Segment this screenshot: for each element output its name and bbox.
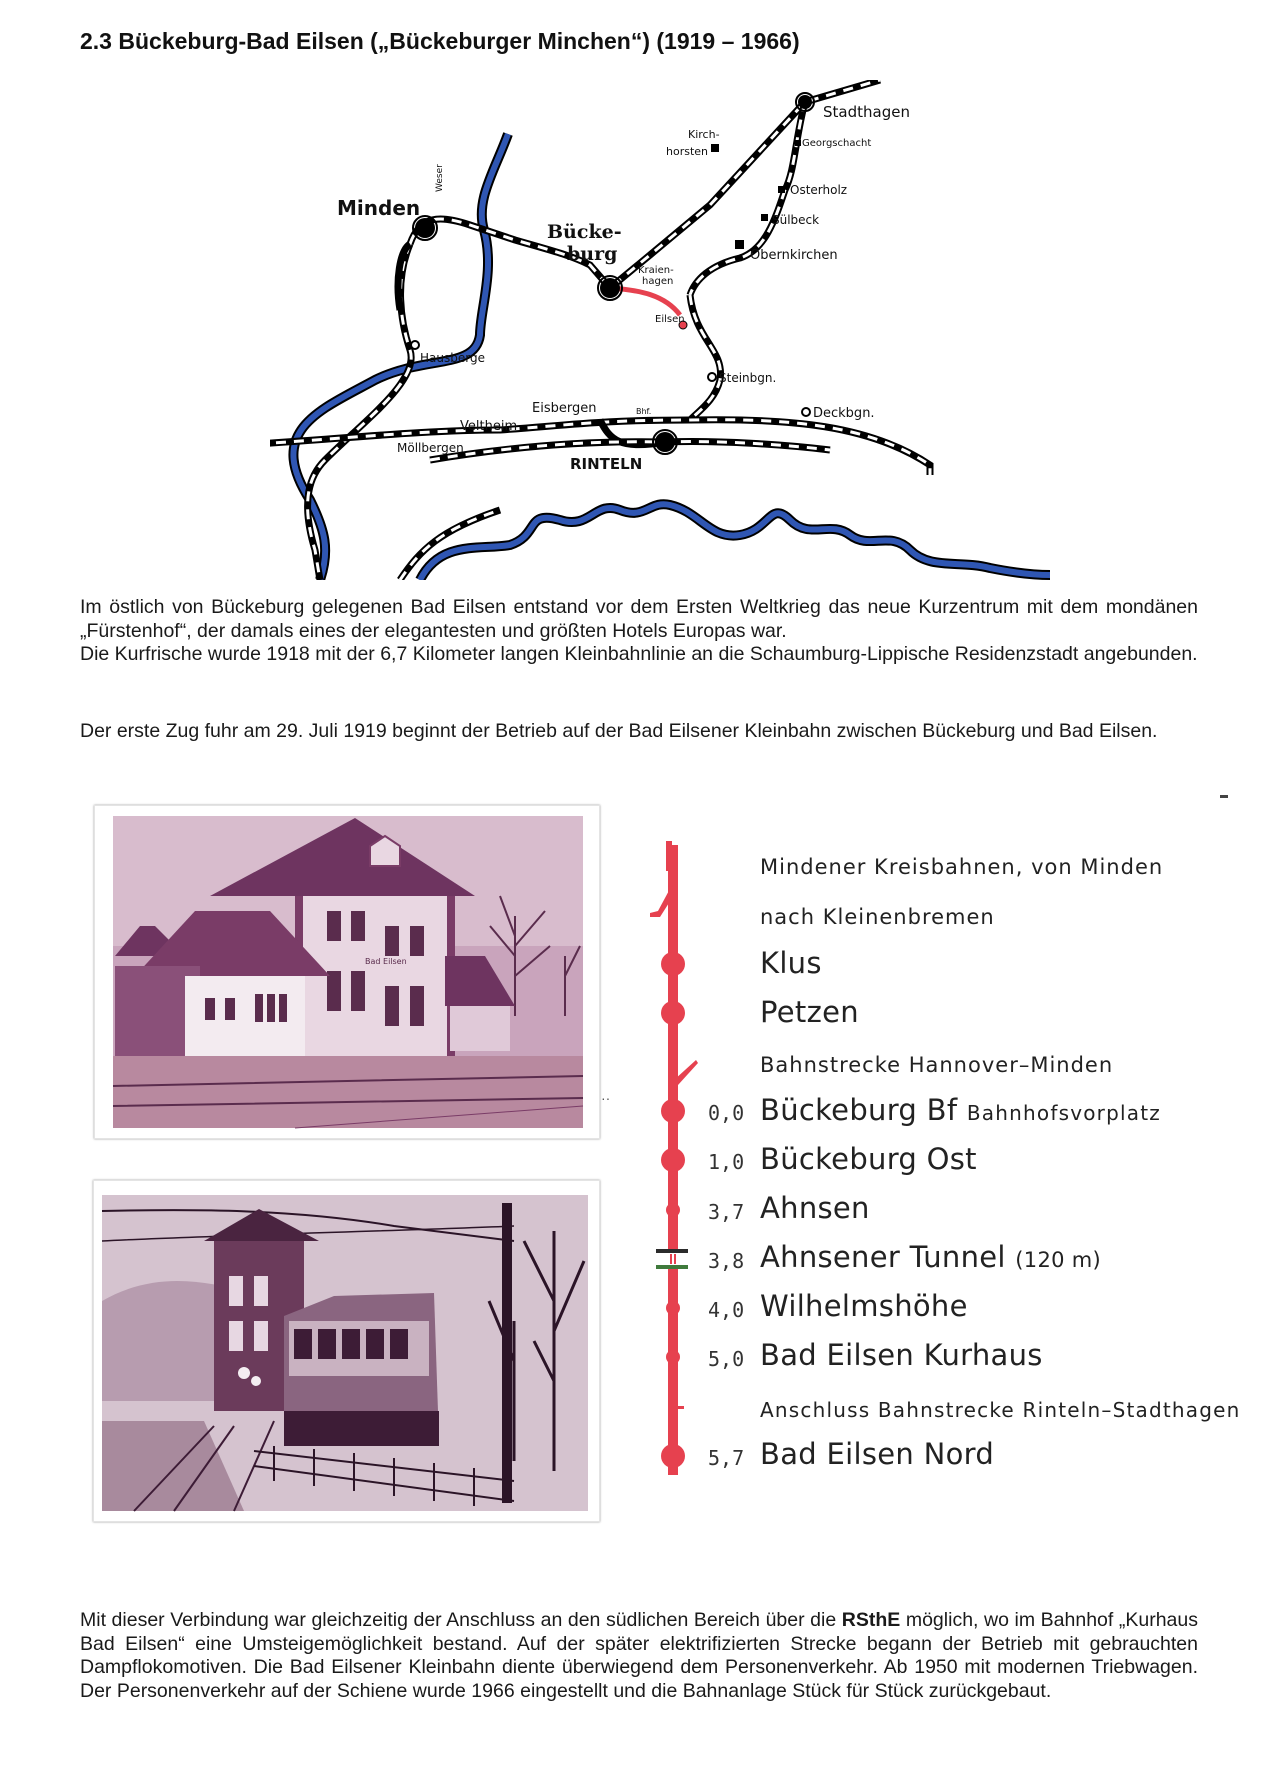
closing-text xyxy=(80,1609,1198,1703)
map-label-osterholz: Osterholz xyxy=(790,183,848,197)
station-km: 5,7 xyxy=(708,1446,745,1470)
railcar-photo xyxy=(93,1180,600,1522)
route-diagram xyxy=(650,835,1270,1475)
station-building-photo xyxy=(94,805,600,1139)
closing-text-a: Mit dieser Verbindung war gleichzeitig der Anschluss an den südlichen Bereich über die xyxy=(80,1609,842,1631)
station-name: Bückeburg Bf xyxy=(760,1093,958,1127)
station-bad-eilsen-kurhaus: Bad Eilsen Kurhaus xyxy=(760,1338,1043,1372)
station-km: 3,8 xyxy=(708,1249,745,1273)
station-km: 3,7 xyxy=(708,1200,745,1224)
map-label-bhf: Bhf. xyxy=(636,407,652,416)
map-label-bueckeburg-2: burg xyxy=(567,243,618,265)
map-label-deckbergen: Deckbgn. xyxy=(813,406,875,421)
station-km: 0,0 xyxy=(708,1101,745,1125)
map-label-obernkirchen: Obernkirchen xyxy=(750,248,838,263)
station-extra: Bahnhofsvorplatz xyxy=(966,1101,1161,1125)
map-label-kraienhagen-1: Kraien- xyxy=(638,265,674,276)
page-title: 2.3 Bückeburg-Bad Eilsen („Bückeburger Minchen“) (1919 – 1966) xyxy=(80,28,800,54)
map-label-minden: Minden xyxy=(337,196,421,220)
route-note-rinteln: Anschluss Bahnstrecke Rinteln–Stadthagen xyxy=(760,1398,1241,1422)
station-bad-eilsen-nord: Bad Eilsen Nord xyxy=(760,1437,995,1471)
map-stations xyxy=(411,93,814,454)
station-extra: (120 m) xyxy=(1015,1248,1101,1272)
first-train-text: Der erste Zug fuhr am 29. Juli 1919 beginnt der Betrieb auf der Bad Eilsener Kleinbahn zwischen Bückeburg und Bad Eilsen. xyxy=(80,720,1158,742)
closing-paragraph xyxy=(80,1609,1198,1703)
map-label-moellbergen: Möllbergen xyxy=(397,441,464,455)
map-label-kirchhorsten-2: horsten xyxy=(666,145,709,158)
station-sign-text: Bad Eilsen xyxy=(365,957,407,966)
decorative-dash xyxy=(1220,795,1228,798)
map-label-hausberge: Hausberge xyxy=(420,351,485,365)
station-bueckeburg-ost: Bückeburg Ost xyxy=(760,1142,977,1176)
railway-map xyxy=(270,80,1050,580)
station-bueckeburg-bf xyxy=(760,1093,1161,1127)
rsthe-abbreviation: RSthE xyxy=(841,1609,901,1631)
route-note-mindener-2: nach Kleinenbremen xyxy=(760,905,995,929)
map-label-rinteln: RINTELN xyxy=(570,455,643,473)
route-note-mindener-1: Mindener Kreisbahnen, von Minden xyxy=(760,855,1164,879)
intro-paragraph xyxy=(80,596,1198,667)
station-name: Ahnsener Tunnel xyxy=(760,1240,1006,1274)
station-klus: Klus xyxy=(760,946,822,980)
map-label-eilsen: Eilsen xyxy=(655,314,685,325)
station-ahnsen: Ahnsen xyxy=(760,1191,870,1225)
map-label-stadthagen: Stadthagen xyxy=(823,103,910,121)
intro-text-1: Im östlich von Bückeburg gelegenen Bad Eilsen entstand vor dem Ersten Weltkrieg das neue Kurzentrum mit dem mondänen „Fürstenhof“, der damals eines der elegantesten und größten Hotels Europas war. xyxy=(80,596,1198,642)
intro-text-2: Die Kurfrische wurde 1918 mit der 6,7 Kilometer langen Kleinbahnlinie an die Schaumburg-Lippische Residenzstadt angebunden. xyxy=(80,643,1198,665)
map-label-kraienhagen-2: hagen xyxy=(642,276,674,287)
map-label-veltheim: Veltheim xyxy=(460,419,518,434)
map-label-bueckeburg-1: Bücke- xyxy=(547,221,622,243)
map-label-steinbergen: Steinbgn. xyxy=(719,371,777,385)
station-km: 1,0 xyxy=(708,1150,745,1174)
weser-river-south xyxy=(420,504,1050,580)
station-petzen: Petzen xyxy=(760,995,859,1029)
station-wilhelmshoehe: Wilhelmshöhe xyxy=(760,1289,968,1323)
route-note-hannover: Bahnstrecke Hannover–Minden xyxy=(760,1053,1114,1077)
map-label-sulbeck: Sülbeck xyxy=(772,213,820,227)
map-label-georgschacht: Georgschacht xyxy=(802,138,872,149)
station-km: 4,0 xyxy=(708,1298,745,1322)
first-train-paragraph xyxy=(80,720,1198,744)
map-label-weser: Weser xyxy=(435,164,445,192)
map-label-eisbergen: Eisbergen xyxy=(532,401,597,416)
station-km: 5,0 xyxy=(708,1347,745,1371)
decorative-dots: ·· xyxy=(601,1090,611,1106)
station-ahnsener-tunnel xyxy=(760,1240,1101,1274)
map-label-kirchhorsten-1: Kirch- xyxy=(688,128,720,141)
closing-text-b: möglich, wo im Bahnhof „Kurhaus Bad Eilsen“ eine Umsteigemöglichkeit bestand. Auf der später elektrifizierten Strecke begann der Betrieb mit gebrauchten Dampflokomotiven. Die Bad Eilsener Kleinbahn diente überwiegend dem Personenverkehr. Ab 1950 mit modernen Triebwagen. Der Personenverkehr auf der Schiene wurde 1966 eingestellt und die Bahnanlage Stück für Stück zurückgebaut. xyxy=(80,1609,1198,1702)
